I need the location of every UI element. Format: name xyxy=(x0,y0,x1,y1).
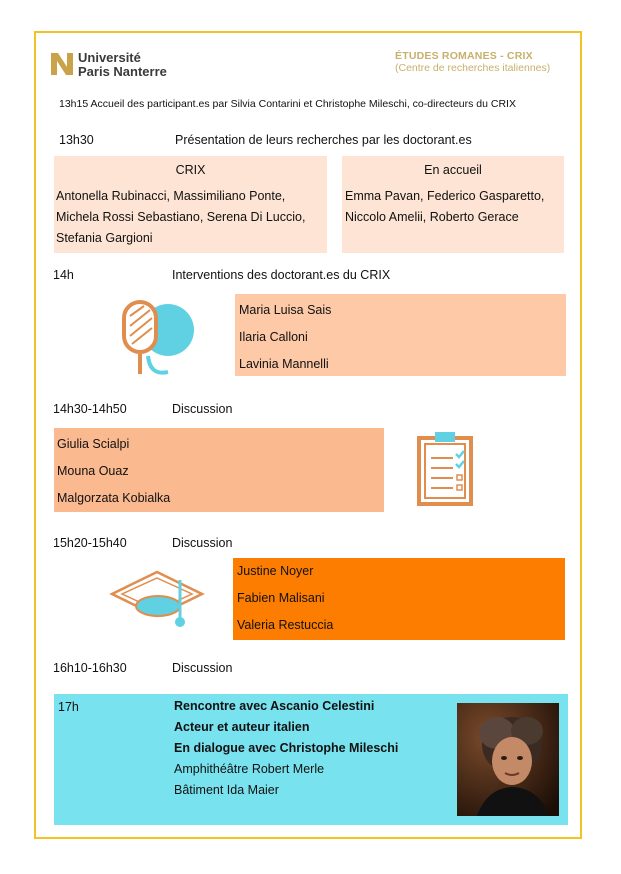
graduation-cap-icon xyxy=(108,568,206,632)
s5-time: 16h10-16h30 xyxy=(53,661,127,675)
s2-names xyxy=(239,297,331,378)
speaker-name: Valeria Restuccia xyxy=(237,618,334,632)
university-line2: Paris Nanterre xyxy=(78,64,167,79)
university-line1: Université xyxy=(78,50,141,65)
s6-bold-line: Rencontre avec Ascanio Celestini xyxy=(174,699,375,713)
s3-time: 14h30-14h50 xyxy=(53,402,127,416)
s2-time: 14h xyxy=(53,268,74,282)
university-name xyxy=(78,51,167,79)
s2-title: Interventions des doctorant.es du CRIX xyxy=(172,268,391,282)
s3-title: Discussion xyxy=(172,402,233,416)
s4-names xyxy=(237,558,333,639)
s3-box xyxy=(54,428,384,512)
speaker-name: Lavinia Mannelli xyxy=(239,357,329,371)
speaker-photo xyxy=(457,703,559,816)
crix-name-line: Stefania Gargioni xyxy=(56,231,153,245)
accueil-box xyxy=(342,156,564,253)
speaker-name: Mouna Ouaz xyxy=(57,464,129,478)
crix-name-line: Michela Rossi Sebastiano, Serena Di Luccio, xyxy=(56,210,306,224)
intro-text: 13h15 Accueil des participant.es par Silvia Contarini et Christophe Mileschi, co-directeurs du CRIX xyxy=(59,98,516,110)
s5-title: Discussion xyxy=(172,661,233,675)
crix-line1: ÉTUDES ROMANES - CRIX xyxy=(395,50,533,62)
s6-bold-line: Acteur et auteur italien xyxy=(174,720,310,734)
s4-box xyxy=(233,558,565,640)
s6-bold-line: En dialogue avec Christophe Mileschi xyxy=(174,741,399,755)
crix-box-names xyxy=(56,186,305,249)
crix-name-line: Antonella Rubinacci, Massimiliano Ponte, xyxy=(56,189,286,203)
crix-box-title: CRIX xyxy=(175,163,206,177)
s2-box xyxy=(235,294,566,376)
s6-time: 17h xyxy=(58,700,79,714)
accueil-name-line: Niccolo Amelii, Roberto Gerace xyxy=(345,210,519,224)
accueil-box-names xyxy=(345,186,544,228)
s6-regular-line: Amphithéâtre Robert Merle xyxy=(174,762,325,776)
speaker-name: Justine Noyer xyxy=(237,564,314,578)
accueil-name-line: Emma Pavan, Federico Gasparetto, xyxy=(345,189,545,203)
speaker-name: Fabien Malisani xyxy=(237,591,325,605)
crix-line2: (Centre de recherches italiennes) xyxy=(395,62,551,74)
crix-box xyxy=(54,156,327,253)
speaker-name: Giulia Scialpi xyxy=(57,437,130,451)
s1-time: 13h30 xyxy=(59,133,94,147)
university-logo-icon xyxy=(51,53,73,75)
accueil-box-title: En accueil xyxy=(424,163,482,177)
speaker-name: Ilaria Calloni xyxy=(239,330,308,344)
s1-title: Présentation de leurs recherches par les doctorant.es xyxy=(175,133,472,147)
crix-header xyxy=(395,50,550,74)
speaker-name: Malgorzata Kobialka xyxy=(57,491,171,505)
s4-time: 15h20-15h40 xyxy=(53,536,127,550)
speaker-name: Maria Luisa Sais xyxy=(239,303,332,317)
s3-names xyxy=(57,431,170,512)
microphone-icon xyxy=(118,296,198,384)
s6-box xyxy=(54,694,568,825)
clipboard-checklist-icon xyxy=(415,430,475,508)
s4-title: Discussion xyxy=(172,536,233,550)
s6-regular-line: Bâtiment Ida Maier xyxy=(174,783,279,797)
s6-lines xyxy=(174,696,398,801)
